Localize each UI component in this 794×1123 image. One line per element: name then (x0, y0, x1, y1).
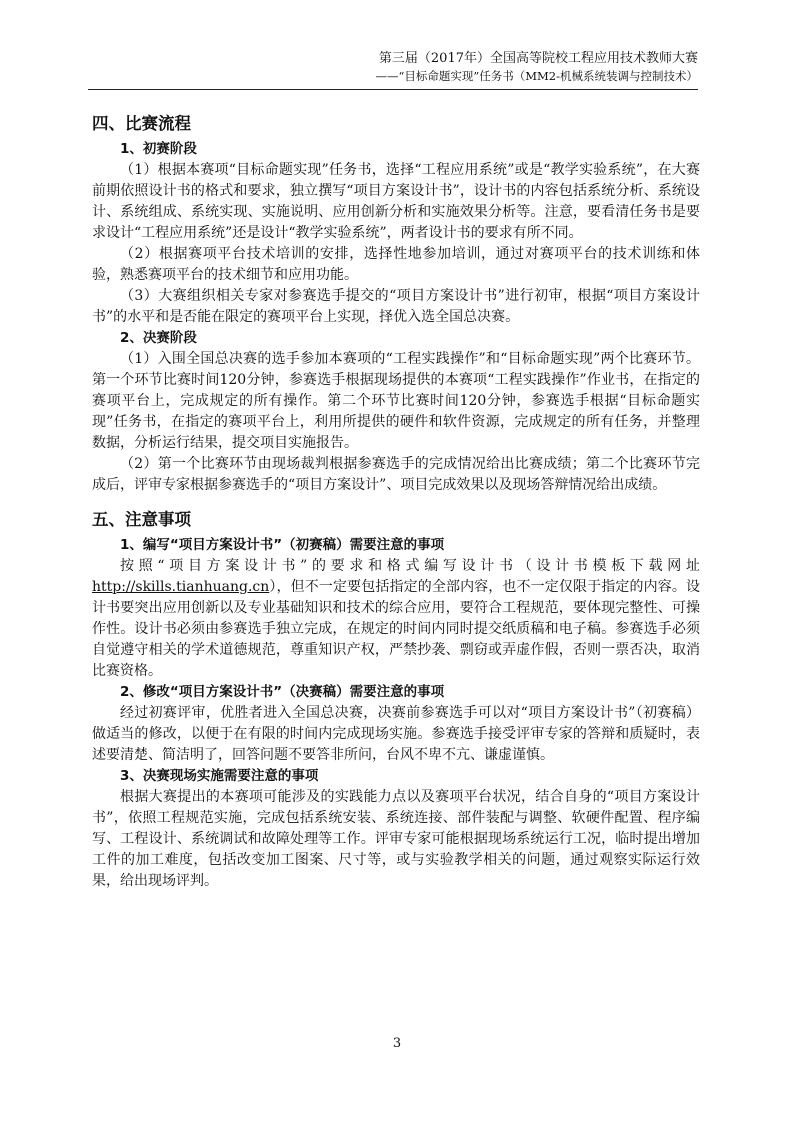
paragraph: （2）第一个比赛环节由现场裁判根据参赛选手的完成情况给出比赛成绩；第二个比赛环节完成后，评审专家根据参赛选手的“项目方案设计”、项目完成效果以及现场答辩情况给出成绩。 (92, 456, 700, 493)
header-title: 第三届（2017年）全国高等院校工程应用技术教师大赛 (378, 51, 698, 66)
paragraph: （3）大赛组织相关专家对参赛选手提交的“项目方案设计书”进行初审，根据“项目方案设计书”的水平和是否能在限定的赛项平台上实现，择优入选全国总决赛。 (92, 288, 700, 325)
header-divider (88, 89, 698, 90)
paragraph-text: ），但不一定要包括指定的全部内容，也不一定仅限于指定的内容。设计书要突出应用创新以及专业基础知识和技术的综合应用，要符合工程规范，要体现完整性、可操作性。设计书必须由参赛选手独立完成，在规定的时间内同时提交纸质稿和电子稿。参赛选手必须自觉遵守相关的学术道德规范，尊重知识产权，严禁抄袭、剽窃或弄虚作假，否则一票否决，取消比赛资格。 (92, 579, 700, 679)
subsection-title-final: 2、决赛阶段 (120, 330, 197, 346)
subsection-title-preliminary: 1、初赛阶段 (120, 141, 197, 157)
paragraph: （1）入围全国总决赛的选手参加本赛项的“工程实践操作”和“目标命题实现”两个比赛环节。第一个环节比赛时间120分钟，参赛选手根据现场提供的本赛项“工程实践操作”作业书，在指定的赛项平台上，完成规定的所有操作。第二个环节比赛时间120分钟，参赛选手根据“目标命题实现”任务书，在指定的赛项平台上，利用所提供的硬件和软件资源，完成规定的所有任务，并整理数据，分析运行结果，提交项目实施报告。 (92, 351, 700, 451)
header-subtitle: ——“目标命题实现”任务书（MM2-机械系统装调与控制技术） (375, 69, 698, 83)
paragraph (92, 556, 700, 682)
subsection-title-onsite: 3、决赛现场实施需要注意的事项 (120, 768, 319, 784)
subsection-title-revision: 2、修改“项目方案设计书”（决赛稿）需要注意的事项 (120, 684, 445, 700)
paragraph: 经过初赛评审，优胜者进入全国总决赛，决赛前参赛选手可以对“项目方案设计书”（初赛稿）做适当的修改，以便于在有限的时间内完成现场实施。参赛选手接受评审专家的答辩和质疑时，表述要清楚、简洁明了，回答问题不要答非所问，台风不卑不亢、谦虚谨慎。 (92, 705, 700, 763)
paragraph: （2）根据赛项平台技术培训的安排，选择性地参加培训，通过对赛项平台的技术训练和体验，熟悉赛项平台的技术细节和应用功能。 (92, 246, 700, 283)
subsection-title-draft: 1、编写“项目方案设计书”（初赛稿）需要注意的事项 (120, 537, 445, 553)
page-number: 3 (392, 1036, 402, 1051)
document-body (92, 112, 700, 892)
paragraph: （1）根据本赛项“目标命题实现”任务书，选择“工程应用系统”或是“教学实验系统”，在大赛前期依照设计书的格式和要求，独立撰写“项目方案设计书”，设计书的内容包括系统分析、系统设计、系统组成、系统实现、实施说明、应用创新分析和实施效果分析等。注意，要看清任务书是要求设计“工程应用系统”还是设计“教学实验系统”，两者设计书的要求有所不同。 (92, 162, 700, 241)
page-header (88, 50, 698, 84)
section-title-notes: 五、注意事项 (92, 510, 191, 529)
template-download-link[interactable]: http://skills.tianhuang.cn (92, 579, 270, 595)
paragraph-text: 按照“项目方案设计书”的要求和格式编写设计书（设计书模板下载网址 (120, 558, 700, 574)
paragraph: 根据大赛提出的本赛项可能涉及的实践能力点以及赛项平台状况，结合自身的“项目方案设计书”，依照工程规范实施，完成包括系统安装、系统连接、部件装配与调整、软硬件配置、程序编写、工程设计、系统调试和故障处理等工作。评审专家可能根据现场系统运行工况，临时提出增加工件的加工难度，包括改变加工图案、尺寸等，或与实验教学相关的问题，通过观察实际运行效果，给出现场评判。 (92, 789, 700, 889)
section-title-process: 四、比赛流程 (92, 114, 191, 133)
